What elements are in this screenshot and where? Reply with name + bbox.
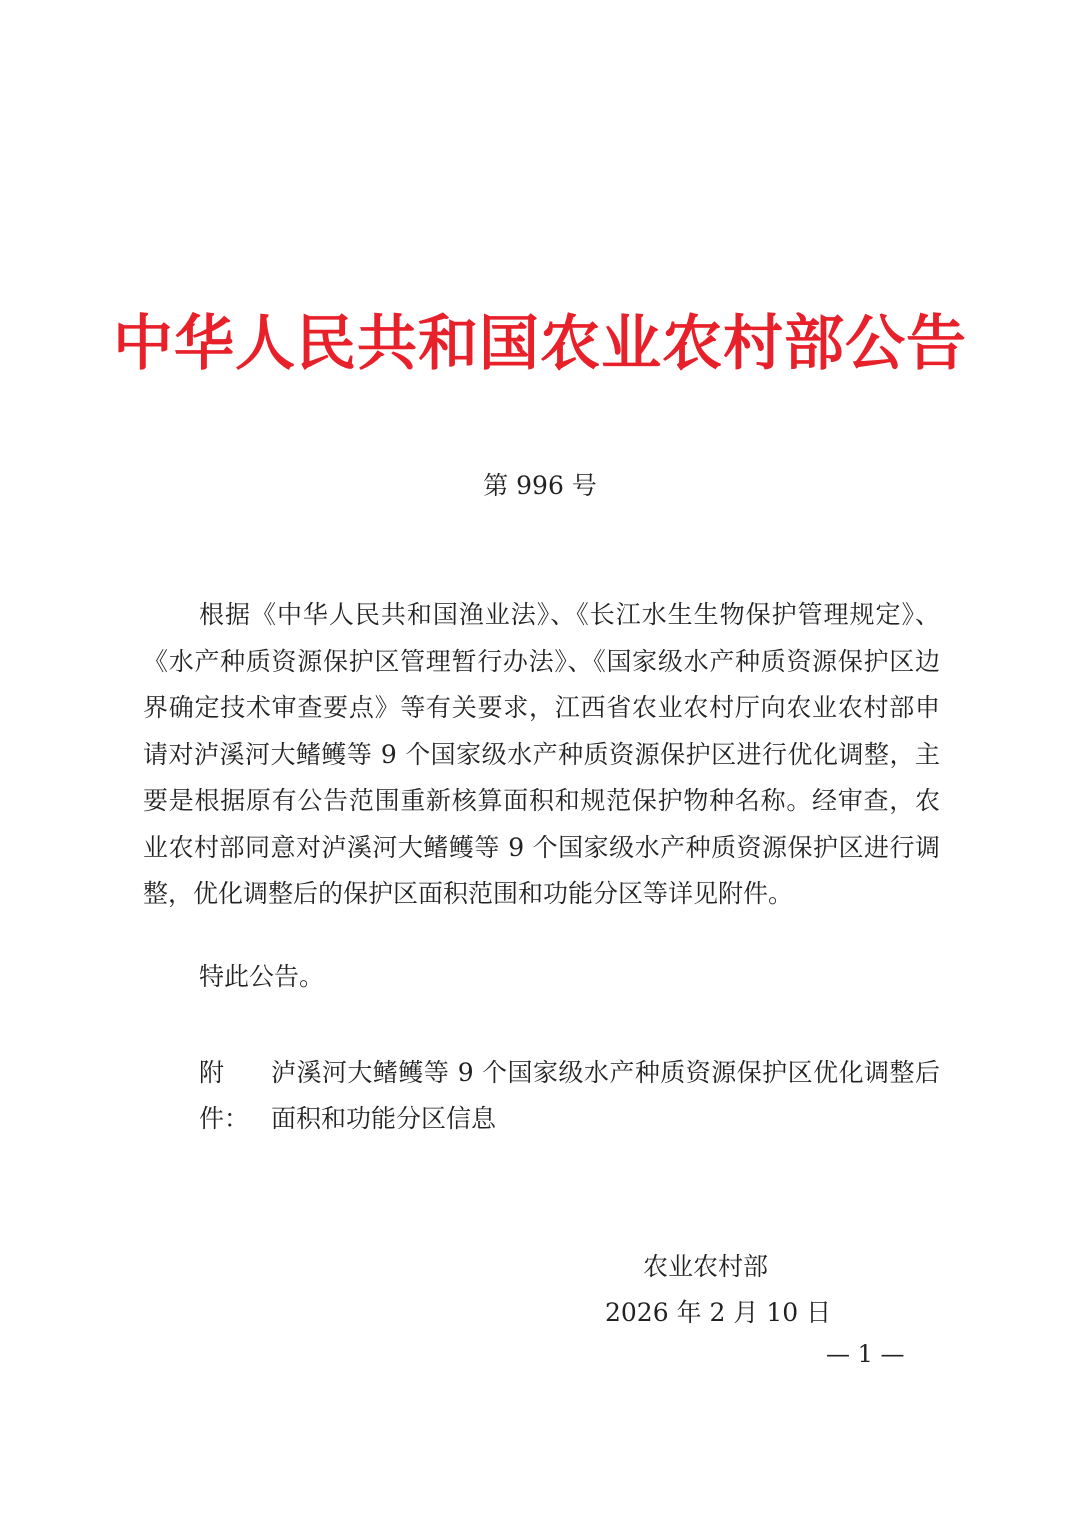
- body-paragraph: 根据《中华人民共和国渔业法》、《长江水生生物保护管理规定》、《水产种质资源保护区管理暂行办法》、《国家级水产种质资源保护区边界确定技术审查要点》等有关要求，江西省农业农村厅向农业农村部申请对泸溪河大鳍鳠等 9 个国家级水产种质资源保护区进行优化调整，主要是根据原有公告范围重新核算面积和规范保护物种名称。经审查，农业农村部同意对泸溪河大鳍鳠等 9 个国家级水产种质资源保护区进行调整，优化调整后的保护区面积范围和功能分区等详见附件。: [143, 600, 940, 908]
- attachment-text: 泸溪河大鳍鳠等 9 个国家级水产种质资源保护区优化调整后面积和功能分区信息: [271, 1058, 940, 1133]
- attachment-block: [199, 1050, 940, 1142]
- page-number: — 1 —: [826, 1340, 905, 1368]
- signature-date: 2026 年 2 月 10 日: [605, 1298, 832, 1327]
- document-header-title: 中华人民共和国农业农村部公告: [113, 309, 967, 379]
- closing-statement: 特此公告。: [199, 962, 325, 991]
- document-number: 第 996 号: [483, 471, 597, 500]
- signature-organization: 农业农村部: [643, 1252, 769, 1281]
- attachment-label: 附件：: [199, 1058, 250, 1133]
